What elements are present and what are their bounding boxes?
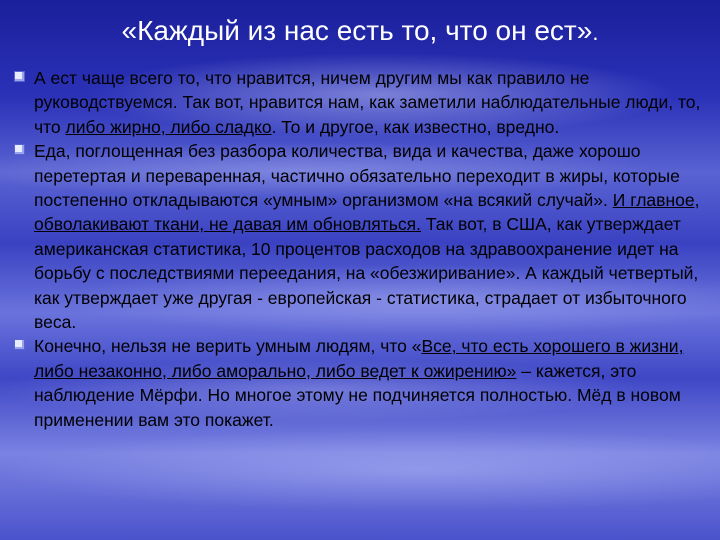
title-period: . <box>592 20 599 45</box>
item-2-text-b: Так вот, в США, как утверждает американская статистика, 10 процентов расходов на здравоохранение идет на борьбу с последствиями переедания, на «обезжиривание». А каждый четвертый, как утверждает уже другая - европейская - статистика, страдает от избыточного веса. <box>34 214 699 333</box>
square-bullet-icon <box>14 144 25 155</box>
item-3-text-a: Конечно, нельзя не верить умным людям, что « <box>34 336 422 357</box>
square-bullet-icon <box>14 339 25 350</box>
item-2-underlined-text: И главное, обволакивают ткани, не давая им обновляться. <box>34 190 700 235</box>
slide-title <box>0 14 720 50</box>
title-text: «Каждый из нас есть то, что он ест» <box>121 15 593 46</box>
bullet-item-3 <box>14 334 714 432</box>
item-3-text-b: – кажется, это наблюдение Мёрфи. Но многое этому не подчиняется полностью. Мёд в новом применении вам это покажет. <box>34 360 681 430</box>
item-3-underlined-quote: Все, что есть хорошего в жизни, либо незаконно, либо аморально, либо ведет к ожирению» <box>34 336 684 381</box>
item-2-text-a: Еда, поглощенная без разбора количества, вида и качества, даже хорошо перетертая и переваренная, частично обязательно переходит в жиры, которые постепенно откладываются «умным» организмом «на всякий случай». <box>34 141 680 211</box>
square-bullet-icon <box>14 71 25 82</box>
item-1-underlined-text: либо жирно, либо сладко <box>65 116 272 137</box>
item-1-text-b: . То и другое, как известно, вредно. <box>271 116 560 137</box>
item-1-text-a: А ест чаще всего то, что нравится, ничем другим мы как правило не руководствуемся. Так вот, нравится нам, как заметили наблюдательные люди, то, что <box>34 68 701 137</box>
slide-body <box>14 66 714 432</box>
bullet-item-2 <box>14 139 714 334</box>
bullet-item-1 <box>14 66 714 139</box>
